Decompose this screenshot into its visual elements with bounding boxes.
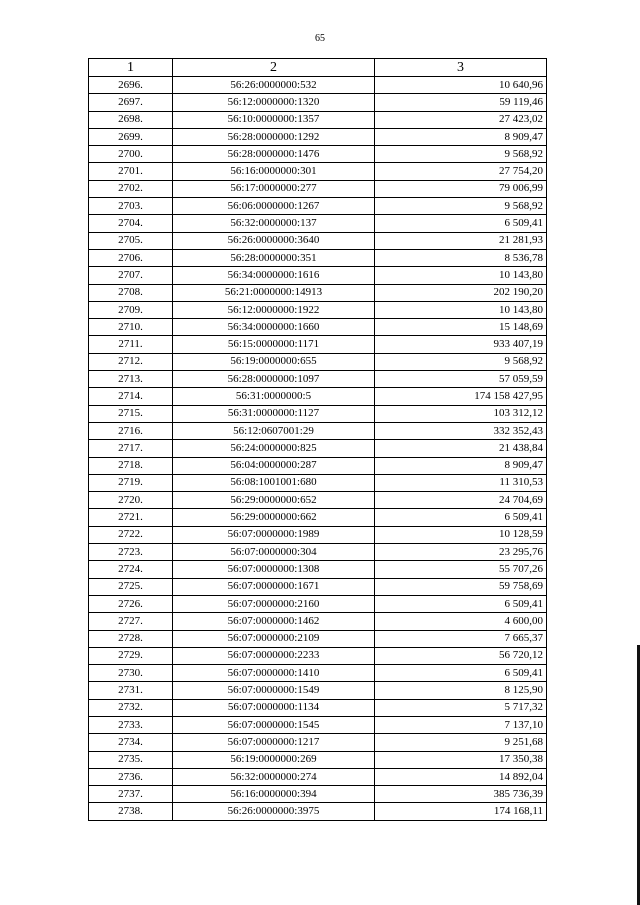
row-number-cell: 2736. xyxy=(89,768,173,785)
cadastral-number-cell: 56:19:0000000:269 xyxy=(173,751,375,768)
cadastral-value-cell: 21 438,84 xyxy=(375,440,547,457)
cadastral-value-cell: 4 600,00 xyxy=(375,613,547,630)
cadastral-value-cell: 8 909,47 xyxy=(375,457,547,474)
cadastral-value-cell: 174 158 427,95 xyxy=(375,388,547,405)
cadastral-value-cell: 79 006,99 xyxy=(375,180,547,197)
cadastral-number-cell: 56:07:0000000:1671 xyxy=(173,578,375,595)
cadastral-number-cell: 56:04:0000000:287 xyxy=(173,457,375,474)
cadastral-value-cell: 385 736,39 xyxy=(375,786,547,803)
cadastral-value-cell: 14 892,04 xyxy=(375,768,547,785)
cadastral-number-cell: 56:07:0000000:1549 xyxy=(173,682,375,699)
table-row xyxy=(89,422,547,439)
cadastral-value-cell: 103 312,12 xyxy=(375,405,547,422)
row-number-cell: 2706. xyxy=(89,249,173,266)
cadastral-number-cell: 56:16:0000000:301 xyxy=(173,163,375,180)
table-row xyxy=(89,319,547,336)
table-row xyxy=(89,630,547,647)
cadastral-number-cell: 56:07:0000000:304 xyxy=(173,544,375,561)
cadastral-value-cell: 27 754,20 xyxy=(375,163,547,180)
table-row xyxy=(89,716,547,733)
cadastral-value-cell: 10 143,80 xyxy=(375,267,547,284)
cadastral-value-cell: 24 704,69 xyxy=(375,492,547,509)
row-number-cell: 2710. xyxy=(89,319,173,336)
row-number-cell: 2733. xyxy=(89,716,173,733)
row-number-cell: 2709. xyxy=(89,301,173,318)
cadastral-value-cell: 8 536,78 xyxy=(375,249,547,266)
column-header-3: 3 xyxy=(375,59,547,77)
table-row xyxy=(89,751,547,768)
cadastral-value-cell: 17 350,38 xyxy=(375,751,547,768)
row-number-cell: 2715. xyxy=(89,405,173,422)
cadastral-value-cell: 15 148,69 xyxy=(375,319,547,336)
table-row xyxy=(89,146,547,163)
row-number-cell: 2723. xyxy=(89,544,173,561)
table-row xyxy=(89,180,547,197)
cadastral-value-cell: 7 137,10 xyxy=(375,716,547,733)
column-header-2: 2 xyxy=(173,59,375,77)
cadastral-number-cell: 56:31:0000000:5 xyxy=(173,388,375,405)
row-number-cell: 2724. xyxy=(89,561,173,578)
table-row xyxy=(89,509,547,526)
cadastral-number-cell: 56:32:0000000:137 xyxy=(173,215,375,232)
table-row xyxy=(89,457,547,474)
cadastral-value-cell: 7 665,37 xyxy=(375,630,547,647)
row-number-cell: 2705. xyxy=(89,232,173,249)
cadastral-value-cell: 21 281,93 xyxy=(375,232,547,249)
row-number-cell: 2707. xyxy=(89,267,173,284)
cadastral-number-cell: 56:15:0000000:1171 xyxy=(173,336,375,353)
cadastral-value-cell: 9 568,92 xyxy=(375,353,547,370)
table-row xyxy=(89,111,547,128)
cadastral-number-cell: 56:28:0000000:351 xyxy=(173,249,375,266)
table-row xyxy=(89,77,547,94)
row-number-cell: 2708. xyxy=(89,284,173,301)
cadastral-value-cell: 9 568,92 xyxy=(375,146,547,163)
row-number-cell: 2713. xyxy=(89,371,173,388)
table-row xyxy=(89,544,547,561)
page-number: 65 xyxy=(315,33,325,44)
row-number-cell: 2729. xyxy=(89,647,173,664)
cadastral-number-cell: 56:31:0000000:1127 xyxy=(173,405,375,422)
cadastral-number-cell: 56:07:0000000:2160 xyxy=(173,595,375,612)
cadastral-number-cell: 56:19:0000000:655 xyxy=(173,353,375,370)
table-row xyxy=(89,198,547,215)
cadastral-number-cell: 56:07:0000000:1545 xyxy=(173,716,375,733)
row-number-cell: 2714. xyxy=(89,388,173,405)
row-number-cell: 2727. xyxy=(89,613,173,630)
cadastral-number-cell: 56:12:0000000:1320 xyxy=(173,94,375,111)
row-number-cell: 2726. xyxy=(89,595,173,612)
cadastral-number-cell: 56:34:0000000:1660 xyxy=(173,319,375,336)
cadastral-number-cell: 56:34:0000000:1616 xyxy=(173,267,375,284)
cadastral-number-cell: 56:29:0000000:652 xyxy=(173,492,375,509)
row-number-cell: 2716. xyxy=(89,422,173,439)
table-row xyxy=(89,163,547,180)
cadastral-number-cell: 56:17:0000000:277 xyxy=(173,180,375,197)
table-row xyxy=(89,526,547,543)
cadastral-number-cell: 56:26:0000000:532 xyxy=(173,77,375,94)
table-row xyxy=(89,768,547,785)
cadastral-value-cell: 10 128,59 xyxy=(375,526,547,543)
cadastral-value-cell: 8 909,47 xyxy=(375,128,547,145)
row-number-cell: 2720. xyxy=(89,492,173,509)
cadastral-number-cell: 56:28:0000000:1097 xyxy=(173,371,375,388)
row-number-cell: 2712. xyxy=(89,353,173,370)
cadastral-value-cell: 6 509,41 xyxy=(375,215,547,232)
row-number-cell: 2703. xyxy=(89,198,173,215)
table-row xyxy=(89,561,547,578)
table-row xyxy=(89,336,547,353)
row-number-cell: 2702. xyxy=(89,180,173,197)
row-number-cell: 2697. xyxy=(89,94,173,111)
cadastral-value-cell: 933 407,19 xyxy=(375,336,547,353)
cadastral-value-cell: 57 059,59 xyxy=(375,371,547,388)
cadastral-number-cell: 56:07:0000000:1217 xyxy=(173,734,375,751)
cadastral-value-cell: 55 707,26 xyxy=(375,561,547,578)
table-row xyxy=(89,388,547,405)
cadastral-number-cell: 56:26:0000000:3975 xyxy=(173,803,375,820)
cadastral-number-cell: 56:10:0000000:1357 xyxy=(173,111,375,128)
table-row xyxy=(89,440,547,457)
row-number-cell: 2722. xyxy=(89,526,173,543)
table-row xyxy=(89,128,547,145)
row-number-cell: 2738. xyxy=(89,803,173,820)
cadastral-number-cell: 56:28:0000000:1476 xyxy=(173,146,375,163)
cadastral-number-cell: 56:07:0000000:1308 xyxy=(173,561,375,578)
cadastral-number-cell: 56:08:1001001:680 xyxy=(173,474,375,491)
row-number-cell: 2704. xyxy=(89,215,173,232)
table-row xyxy=(89,353,547,370)
table-row xyxy=(89,215,547,232)
row-number-cell: 2730. xyxy=(89,665,173,682)
row-number-cell: 2698. xyxy=(89,111,173,128)
table-row xyxy=(89,595,547,612)
cadastral-number-cell: 56:07:0000000:1989 xyxy=(173,526,375,543)
cadastral-value-cell: 27 423,02 xyxy=(375,111,547,128)
cadastral-value-cell: 202 190,20 xyxy=(375,284,547,301)
table-row xyxy=(89,284,547,301)
cadastral-number-cell: 56:21:0000000:14913 xyxy=(173,284,375,301)
row-number-cell: 2731. xyxy=(89,682,173,699)
table-row xyxy=(89,474,547,491)
cadastral-value-cell: 59 119,46 xyxy=(375,94,547,111)
cadastral-value-cell: 56 720,12 xyxy=(375,647,547,664)
table-row xyxy=(89,371,547,388)
row-number-cell: 2725. xyxy=(89,578,173,595)
row-number-cell: 2711. xyxy=(89,336,173,353)
row-number-cell: 2732. xyxy=(89,699,173,716)
cadastral-value-table xyxy=(88,58,547,821)
cadastral-value-cell: 59 758,69 xyxy=(375,578,547,595)
cadastral-number-cell: 56:12:0000000:1922 xyxy=(173,301,375,318)
cadastral-value-cell: 5 717,32 xyxy=(375,699,547,716)
cadastral-value-cell: 6 509,41 xyxy=(375,665,547,682)
cadastral-number-cell: 56:29:0000000:662 xyxy=(173,509,375,526)
cadastral-value-cell: 11 310,53 xyxy=(375,474,547,491)
cadastral-number-cell: 56:07:0000000:1410 xyxy=(173,665,375,682)
cadastral-number-cell: 56:32:0000000:274 xyxy=(173,768,375,785)
cadastral-value-cell: 10 143,80 xyxy=(375,301,547,318)
row-number-cell: 2735. xyxy=(89,751,173,768)
row-number-cell: 2717. xyxy=(89,440,173,457)
table-row xyxy=(89,492,547,509)
cadastral-value-cell: 6 509,41 xyxy=(375,509,547,526)
row-number-cell: 2728. xyxy=(89,630,173,647)
table-row xyxy=(89,647,547,664)
row-number-cell: 2719. xyxy=(89,474,173,491)
cadastral-value-cell: 8 125,90 xyxy=(375,682,547,699)
row-number-cell: 2699. xyxy=(89,128,173,145)
column-header-1: 1 xyxy=(89,59,173,77)
cadastral-number-cell: 56:26:0000000:3640 xyxy=(173,232,375,249)
cadastral-number-cell: 56:07:0000000:1134 xyxy=(173,699,375,716)
cadastral-number-cell: 56:16:0000000:394 xyxy=(173,786,375,803)
cadastral-number-cell: 56:24:0000000:825 xyxy=(173,440,375,457)
table-row xyxy=(89,682,547,699)
cadastral-number-cell: 56:07:0000000:2109 xyxy=(173,630,375,647)
cadastral-number-cell: 56:07:0000000:2233 xyxy=(173,647,375,664)
cadastral-number-cell: 56:07:0000000:1462 xyxy=(173,613,375,630)
table-row xyxy=(89,301,547,318)
table-row xyxy=(89,249,547,266)
table-row xyxy=(89,786,547,803)
table-row xyxy=(89,232,547,249)
row-number-cell: 2734. xyxy=(89,734,173,751)
table-row xyxy=(89,94,547,111)
table-row xyxy=(89,803,547,820)
cadastral-value-cell: 23 295,76 xyxy=(375,544,547,561)
cadastral-number-cell: 56:28:0000000:1292 xyxy=(173,128,375,145)
cadastral-value-cell: 10 640,96 xyxy=(375,77,547,94)
cadastral-value-cell: 174 168,11 xyxy=(375,803,547,820)
table-row xyxy=(89,267,547,284)
row-number-cell: 2696. xyxy=(89,77,173,94)
row-number-cell: 2701. xyxy=(89,163,173,180)
cadastral-value-cell: 6 509,41 xyxy=(375,595,547,612)
cadastral-value-cell: 9 568,92 xyxy=(375,198,547,215)
cadastral-number-cell: 56:06:0000000:1267 xyxy=(173,198,375,215)
table-row xyxy=(89,665,547,682)
table-row xyxy=(89,405,547,422)
table-row xyxy=(89,734,547,751)
table-row xyxy=(89,699,547,716)
table-row xyxy=(89,578,547,595)
row-number-cell: 2721. xyxy=(89,509,173,526)
table-header-row xyxy=(89,59,547,77)
row-number-cell: 2737. xyxy=(89,786,173,803)
table-body xyxy=(89,77,547,821)
cadastral-value-cell: 332 352,43 xyxy=(375,422,547,439)
cadastral-number-cell: 56:12:0607001:29 xyxy=(173,422,375,439)
row-number-cell: 2718. xyxy=(89,457,173,474)
table-row xyxy=(89,613,547,630)
row-number-cell: 2700. xyxy=(89,146,173,163)
cadastral-value-cell: 9 251,68 xyxy=(375,734,547,751)
